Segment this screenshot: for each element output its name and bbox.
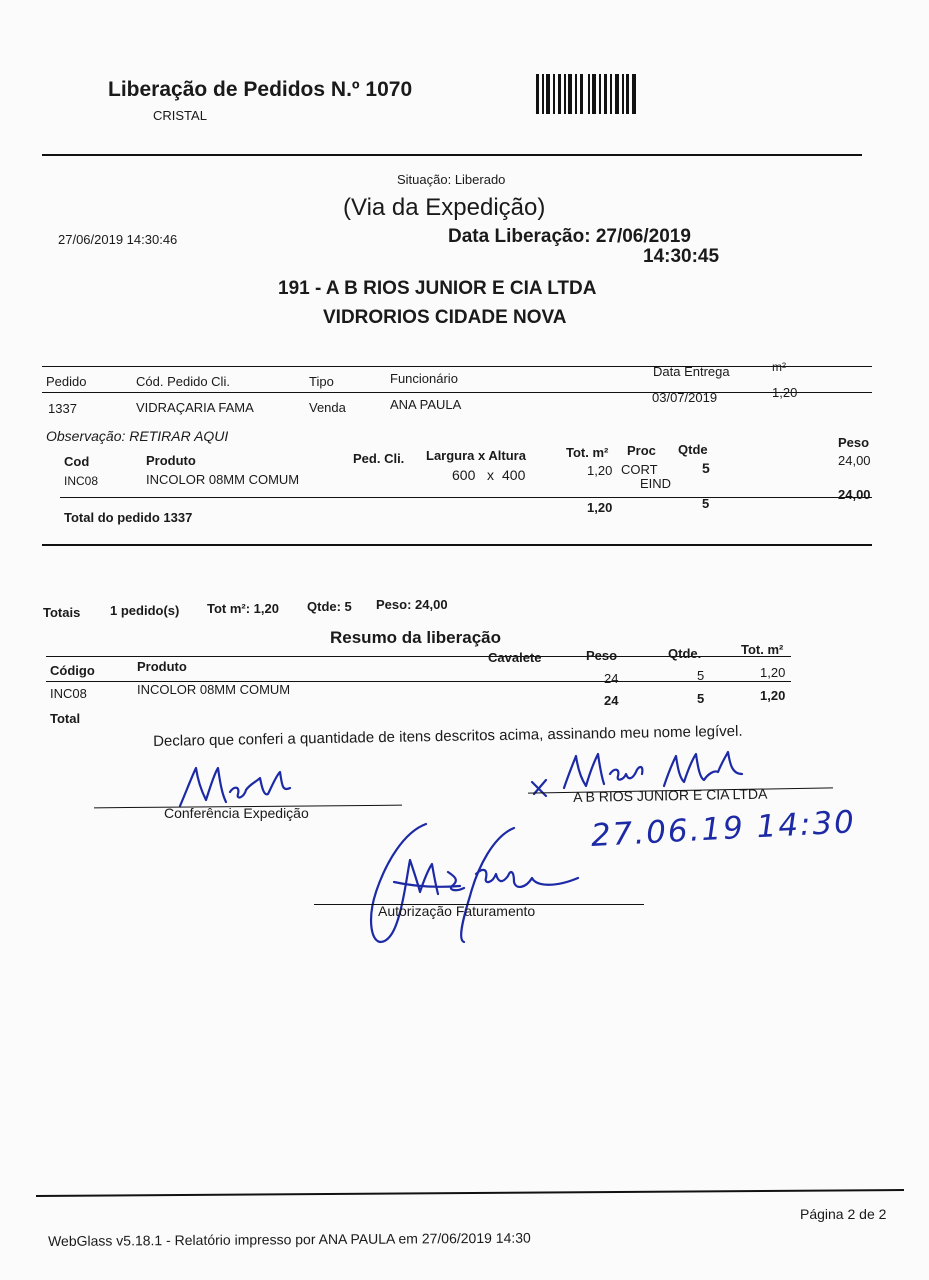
col-header-ped-cli: Ped. Cli. bbox=[353, 451, 405, 466]
item-height: 400 bbox=[502, 467, 526, 483]
autorizacao-signature bbox=[364, 812, 584, 948]
copy-type-title: (Via da Expedição) bbox=[343, 194, 546, 221]
summary-col-header-qtde: Qtde. bbox=[668, 646, 702, 661]
summary-col-header-peso: Peso bbox=[586, 648, 618, 663]
order-total-m2: 1,20 bbox=[587, 500, 613, 515]
employee-name: ANA PAULA bbox=[390, 397, 462, 412]
summary-total-m2: 1,20 bbox=[760, 688, 786, 703]
item-peso: 24,00 bbox=[838, 453, 871, 468]
order-total-peso: 24,00 bbox=[838, 487, 871, 502]
document-subtitle: CRISTAL bbox=[153, 108, 207, 123]
col-header-pedido: Pedido bbox=[46, 374, 87, 389]
col-header-cod-pedido-cli: Cód. Pedido Cli. bbox=[136, 374, 230, 389]
summary-total-label: Total bbox=[50, 711, 81, 726]
col-header-qtde: Qtde bbox=[678, 442, 708, 457]
client-store: VIDRORIOS CIDADE NOVA bbox=[323, 307, 567, 328]
order-section-divider bbox=[42, 544, 872, 546]
totals-m2: Tot m²: 1,20 bbox=[207, 601, 279, 616]
handwritten-date: 27.06.19 14:30 bbox=[590, 804, 857, 854]
summary-product: INCOLOR 08MM COMUM bbox=[137, 682, 291, 697]
declaration-text: Declaro que conferi a quantidade de itens descritos acima, assinando meu nome legível. bbox=[153, 722, 743, 750]
totals-qtde: Qtde: 5 bbox=[307, 599, 352, 614]
summary-col-header-codigo: Código bbox=[50, 663, 95, 678]
col-header-data-entrega: Data Entrega bbox=[653, 364, 730, 379]
col-header-cod: Cod bbox=[64, 454, 90, 469]
col-header-funcionario: Funcionário bbox=[390, 371, 458, 386]
order-number: 1337 bbox=[48, 401, 77, 416]
col-header-tot-m2: Tot. m² bbox=[566, 445, 609, 460]
summary-col-header-tot-m2: Tot. m² bbox=[741, 642, 784, 657]
order-area-m2: 1,20 bbox=[772, 385, 798, 400]
summary-weight: 24 bbox=[604, 671, 619, 686]
totals-order-count: 1 pedido(s) bbox=[110, 603, 180, 618]
col-header-tipo: Tipo bbox=[309, 374, 334, 389]
item-dimension-separator: x bbox=[487, 467, 494, 483]
summary-code: INC08 bbox=[50, 686, 87, 701]
order-total-qtde: 5 bbox=[702, 496, 710, 511]
summary-total-weight: 24 bbox=[604, 693, 619, 708]
summary-tot-m2: 1,20 bbox=[760, 665, 786, 680]
col-header-m2: m² bbox=[772, 360, 786, 374]
conferencia-label: Conferência Expedição bbox=[164, 805, 309, 821]
item-code: INC08 bbox=[64, 474, 99, 488]
header-divider bbox=[42, 154, 862, 156]
document-title: Liberação de Pedidos N.º 1070 bbox=[108, 78, 413, 101]
col-header-peso: Peso bbox=[838, 435, 870, 450]
totals-weight: Peso: 24,00 bbox=[376, 597, 448, 612]
order-table-top-rule bbox=[42, 366, 872, 367]
footer-report-info: WebGlass v5.18.1 - Relatório impresso por ANA PAULA em 27/06/2019 14:30 bbox=[48, 1229, 531, 1249]
item-proc-1: CORT bbox=[621, 462, 658, 477]
summary-col-header-produto: Produto bbox=[137, 659, 187, 674]
delivery-date: 03/07/2019 bbox=[652, 390, 718, 405]
col-header-largura-altura: Largura x Altura bbox=[426, 448, 526, 463]
item-width: 600 bbox=[452, 467, 476, 483]
autorizacao-label: Autorização Faturamento bbox=[378, 903, 536, 919]
client-signature-label: A B RIOS JUNIOR E CIA LTDA bbox=[573, 785, 768, 805]
order-total-label: Total do pedido 1337 bbox=[64, 510, 193, 525]
release-date: Data Liberação: 27/06/2019 bbox=[448, 226, 691, 247]
status-text: Situação: Liberado bbox=[397, 172, 506, 187]
page-number: Página 2 de 2 bbox=[800, 1206, 887, 1222]
item-product: INCOLOR 08MM COMUM bbox=[146, 472, 300, 487]
print-timestamp: 27/06/2019 14:30:46 bbox=[58, 232, 178, 247]
item-tot-m2: 1,20 bbox=[587, 463, 613, 478]
footer-divider bbox=[36, 1189, 904, 1197]
barcode-image bbox=[536, 74, 638, 114]
order-observation: Observação: RETIRAR AQUI bbox=[46, 428, 229, 444]
items-total-rule bbox=[60, 497, 872, 498]
summary-title: Resumo da liberação bbox=[330, 628, 502, 647]
summary-total-qtde: 5 bbox=[697, 691, 705, 706]
release-time: 14:30:45 bbox=[643, 246, 720, 267]
item-qtde: 5 bbox=[702, 460, 710, 476]
client-name: 191 - A B RIOS JUNIOR E CIA LTDA bbox=[278, 278, 597, 299]
summary-col-header-cavalete: Cavalete bbox=[488, 650, 542, 665]
item-proc-2: EIND bbox=[640, 476, 672, 491]
col-header-produto: Produto bbox=[146, 453, 196, 468]
totals-label: Totais bbox=[43, 605, 81, 620]
summary-qtde: 5 bbox=[697, 668, 705, 683]
col-header-proc: Proc bbox=[627, 443, 656, 458]
client-order-code: VIDRAÇARIA FAMA bbox=[136, 400, 254, 415]
order-table-header-rule bbox=[42, 392, 872, 393]
order-type: Venda bbox=[309, 400, 346, 415]
